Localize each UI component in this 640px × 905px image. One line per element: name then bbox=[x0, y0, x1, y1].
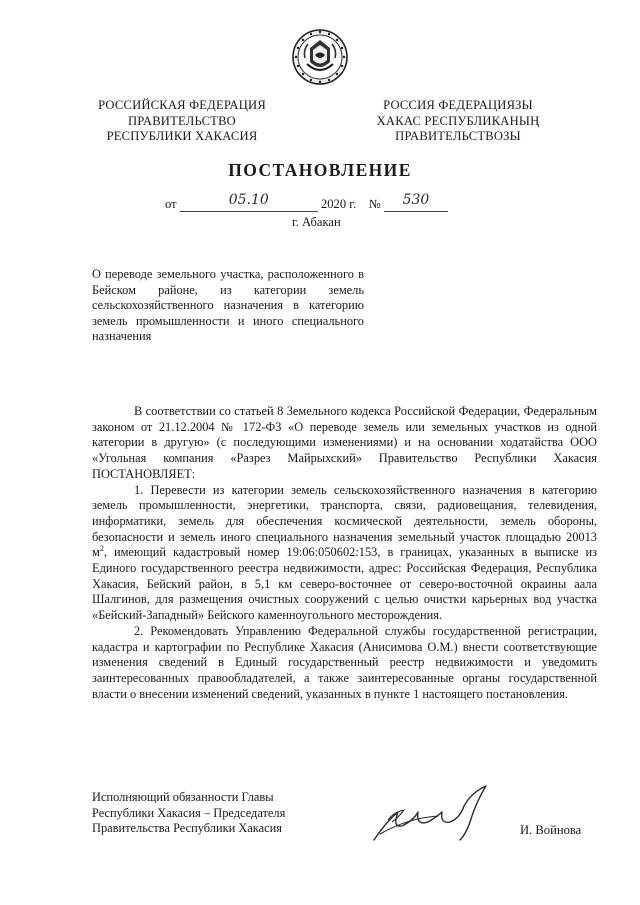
header-right-line: ПРАВИТЕЛЬСТВОЗЫ bbox=[395, 129, 521, 143]
area-unit-superscript: 2 bbox=[99, 544, 104, 554]
header-left-line: ПРАВИТЕЛЬСТВО bbox=[128, 113, 236, 128]
document-subject: О переводе земельного участка, расположенного в Бейском районе, из категории земель сельскохозяйственного назначения в категорию земель промышленности и иного специального назначения bbox=[92, 267, 364, 344]
handwritten-date: 05.10 bbox=[228, 192, 269, 208]
body-item-2: 2. Рекомендовать Управлению Федеральной службы государственной регистрации, кадастра и картографии по Республике Хакасия (Анисимова О.М.) внести соответствующие изменения сведений в Единый государственный реестр недвижимости и уведомить заинтересованных правообладателей, а также заинтересованные органы государственной власти о внесении изменений сведений, указанных в пункте 1 настоящего постановления. bbox=[92, 623, 597, 701]
signer-position-line: Правительства Республики Хакасия bbox=[92, 821, 282, 836]
signer-position-line: Республики Хакасия – Председателя bbox=[92, 805, 286, 820]
body-item-1 bbox=[92, 483, 597, 624]
signature-block-title bbox=[92, 790, 352, 837]
handwritten-signature-icon bbox=[368, 782, 506, 848]
date-number-line bbox=[165, 192, 448, 212]
city-name: г. Абакан bbox=[292, 215, 341, 229]
date-year: 2020 г. bbox=[320, 197, 357, 211]
date-prefix: от bbox=[165, 197, 177, 211]
number-field bbox=[384, 192, 448, 212]
header-left-line: РОССИЙСКАЯ ФЕДЕРАЦИЯ bbox=[98, 98, 266, 112]
header-right-line: РОССИЯ ФЕДЕРАЦИЯЗЫ bbox=[383, 98, 533, 112]
date-field bbox=[180, 192, 318, 212]
document-body bbox=[92, 404, 597, 702]
number-sign: № bbox=[368, 197, 381, 211]
header-left-line: РЕСПУБЛИКИ ХАКАСИЯ bbox=[106, 129, 258, 143]
header-right-line: ХАКАС РЕСПУБЛИКАНЫҢ bbox=[376, 113, 540, 128]
header-left-ru bbox=[82, 98, 282, 145]
header-right-khakas bbox=[358, 98, 558, 145]
item1-text-after: , имеющий кадастровый номер 19:06:050602:153, в границах, указанных в выписке из Единого государственного реестра недвижимости, адрес: Российская Федерация, Республика Хакасия, Бейский район, в 5,1 км северо-восточнее от северо-восточной окраины аала Шалгинов, для размещения очистных сооружений с целью очистки карьерных вод участка «Бейский-Западный» Бейского каменноугольного месторождения. bbox=[92, 545, 597, 623]
document-title: ПОСТАНОВЛЕНИЕ bbox=[228, 160, 412, 180]
item1-text-before: 1. Перевести из категории земель сельскохозяйственного назначения в категорию земель промышленности, энергетики, транспорта, связи, радиовещания, телевидения, информатики, земель для обеспечения космической деятельности, земель обороны, безопасности и земель иного специального назначения земельный участок площадью 20013 м bbox=[92, 482, 597, 560]
signer-name: И. Войнова bbox=[520, 823, 582, 837]
coat-of-arms-seal-icon bbox=[291, 28, 349, 86]
signer-position-line: Исполняющий обязанности Главы bbox=[92, 790, 274, 804]
handwritten-number: 530 bbox=[402, 192, 430, 208]
body-intro-paragraph: В соответствии со статьей 8 Земельного кодекса Российской Федерации, Федеральным законом от 21.12.2004 № 172-ФЗ «О переводе земель или земельных участков из одной категории в другую» (с последующими изменениями) и на основании ходатайства ООО «Угольная компания «Разрез Майрыхский» Правительство Республики Хакасия ПОСТАНОВЛЯЕТ: bbox=[92, 404, 597, 481]
